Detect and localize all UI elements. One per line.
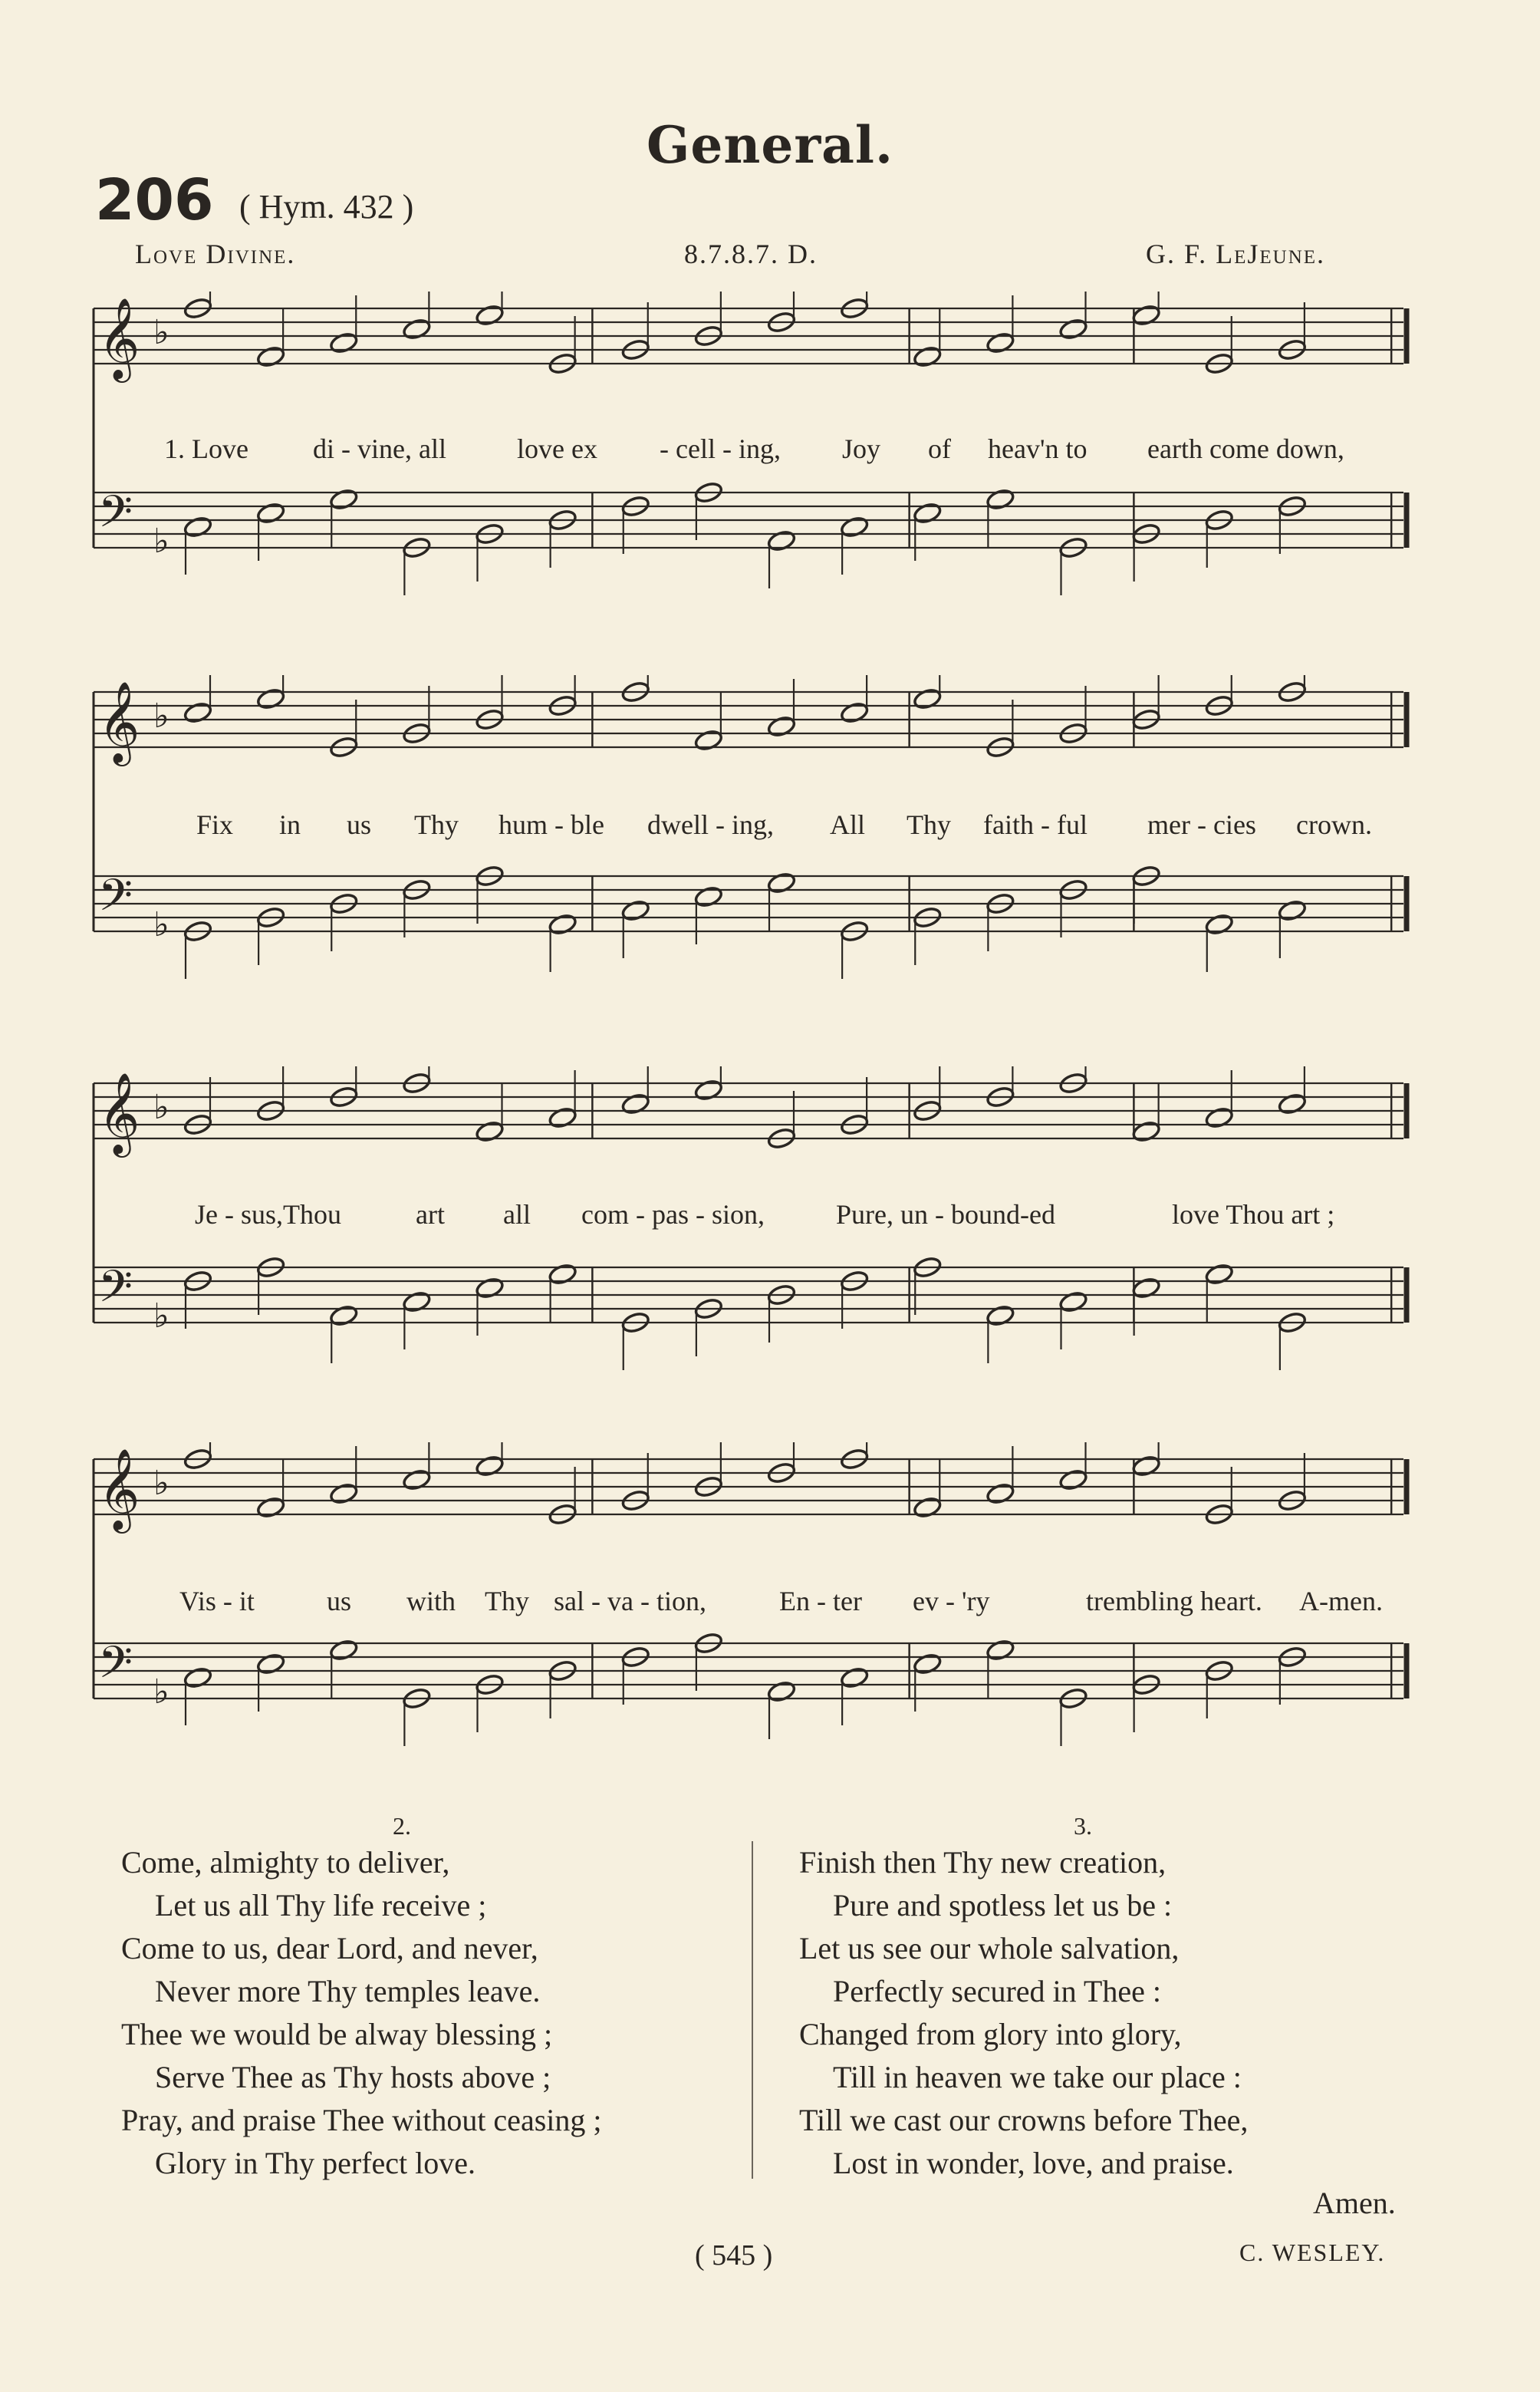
note-head	[840, 516, 870, 539]
lyric-word: mer - cies	[1147, 809, 1256, 840]
note-head	[548, 1106, 578, 1129]
lyric-word: Vis - it	[179, 1586, 255, 1616]
note-head	[329, 1482, 359, 1505]
note-head	[693, 885, 723, 908]
note-head	[1058, 318, 1088, 341]
note-head	[913, 1496, 943, 1519]
note-head	[256, 687, 286, 710]
tune-name: Love Divine.	[135, 239, 296, 269]
lyric-word: hum - ble	[499, 809, 604, 840]
note-head	[840, 701, 870, 724]
treble-clef-icon: 𝄞	[98, 680, 140, 763]
note-head	[1277, 899, 1307, 922]
note-head	[402, 1290, 432, 1313]
note-head	[256, 1652, 286, 1675]
note-head	[620, 1092, 650, 1115]
flat-key-signature-icon: ♭	[153, 313, 169, 352]
treble-clef-icon: 𝄞	[98, 1072, 140, 1154]
amen-text: Amen.	[1313, 2186, 1396, 2220]
lyric-word: 1. Love	[164, 433, 248, 464]
music-system-3	[90, 1066, 1411, 1389]
note-head	[475, 1120, 505, 1143]
verse-line: Serve Thee as Thy hosts above ;	[155, 2060, 551, 2094]
verse-line: Perfectly secured in Thee :	[833, 1974, 1161, 2008]
lyric-word: sal - va - tion,	[554, 1586, 706, 1616]
lyric-word: in	[279, 809, 301, 840]
lyric-word: di - vine, all	[313, 433, 446, 464]
lyric-word: all	[503, 1199, 531, 1230]
note-head	[402, 318, 432, 341]
lyric-word: with	[406, 1586, 456, 1616]
verse-line: Till we cast our crowns before Thee,	[799, 2103, 1249, 2137]
verse-line: Pure and spotless let us be :	[833, 1888, 1173, 1922]
lyric-word: Joy	[842, 433, 881, 464]
note-head	[1204, 1106, 1234, 1129]
lyric-word: us	[347, 809, 372, 840]
lyric-word: heav'n to	[988, 433, 1088, 464]
flat-key-signature-icon: ♭	[153, 1672, 169, 1712]
verse-line: Pray, and praise Thee without ceasing ;	[121, 2103, 602, 2137]
note-head	[548, 913, 578, 936]
note-head	[183, 1666, 213, 1689]
verse-number: 3.	[1074, 1812, 1092, 1840]
lyric-word: us	[327, 1586, 352, 1616]
flat-key-signature-icon: ♭	[153, 1088, 169, 1127]
music-system-2	[90, 675, 1411, 997]
hymn-reference: ( Hym. 432 )	[239, 188, 414, 226]
note-head	[329, 1639, 359, 1662]
note-head	[693, 729, 723, 752]
note-head	[986, 1639, 1015, 1662]
note-head	[1131, 1120, 1161, 1143]
note-head	[475, 1277, 505, 1300]
note-head	[1131, 1277, 1161, 1300]
verse-line: Let us see our whole salvation,	[799, 1931, 1180, 1965]
verse-number: 2.	[393, 1812, 411, 1840]
lyric-word: earth come down,	[1147, 433, 1344, 464]
verse-line: Till in heaven we take our place :	[833, 2060, 1242, 2094]
note-head	[256, 1496, 286, 1519]
verse-line: Lost in wonder, love, and praise.	[833, 2146, 1234, 2180]
lyric-word: - cell - ing,	[660, 433, 781, 464]
note-head	[1131, 1455, 1161, 1478]
bass-clef-icon: 𝄢	[98, 486, 133, 549]
note-head	[329, 1304, 359, 1327]
section-title: General.	[647, 115, 893, 175]
note-head	[1204, 1263, 1234, 1286]
lyric-word: faith - ful	[983, 809, 1088, 840]
lyric-word: ev - 'ry	[913, 1586, 990, 1616]
note-head	[1204, 913, 1234, 936]
verse-line: Thee we would be alway blessing ;	[121, 2017, 553, 2051]
lyric-word: Thy	[485, 1586, 529, 1616]
note-head	[840, 1666, 870, 1689]
lyric-word: Pure, un - bound-ed	[836, 1199, 1055, 1230]
lyric-word: Thy	[414, 809, 459, 840]
note-head	[767, 529, 797, 552]
verse-line: Let us all Thy life receive ;	[155, 1888, 487, 1922]
column-divider	[752, 1841, 753, 2179]
lyric-word: love ex	[517, 433, 597, 464]
note-head	[1131, 304, 1161, 327]
flat-key-signature-icon: ♭	[153, 522, 169, 561]
flat-key-signature-icon: ♭	[153, 905, 169, 944]
lyric-word: com - pas - sion,	[581, 1199, 765, 1230]
verse-line: Finish then Thy new creation,	[799, 1845, 1167, 1880]
lyric-word: Je - sus,Thou	[195, 1199, 341, 1230]
note-head	[913, 687, 943, 710]
note-head	[693, 1079, 723, 1102]
note-head	[256, 502, 286, 525]
note-head	[329, 331, 359, 354]
note-head	[548, 1263, 578, 1286]
verse-line: Glory in Thy perfect love.	[155, 2146, 476, 2180]
note-head	[183, 701, 213, 724]
note-head	[1058, 1468, 1088, 1491]
author: C. WESLEY.	[1239, 2239, 1386, 2266]
note-head	[986, 1304, 1015, 1327]
composer: G. F. LeJeune.	[1146, 239, 1326, 269]
verse-3	[799, 1841, 1248, 2185]
note-head	[1058, 1290, 1088, 1313]
lyric-word: love Thou art ;	[1172, 1199, 1335, 1230]
music-system-1	[90, 292, 1411, 614]
lyric-word: of	[928, 433, 951, 464]
hymn-number: 206	[95, 167, 214, 233]
note-head	[475, 1455, 505, 1478]
verse-line: Come, almighty to deliver,	[121, 1845, 450, 1880]
music-system-4	[90, 1442, 1411, 1764]
bass-clef-icon: 𝄢	[98, 1260, 133, 1323]
note-head	[986, 331, 1015, 354]
lyric-word: art	[416, 1199, 445, 1230]
note-head	[402, 1468, 432, 1491]
note-head	[183, 516, 213, 539]
meter: 8.7.8.7. D.	[684, 239, 818, 269]
note-head	[986, 488, 1015, 511]
lyric-word: En - ter	[779, 1586, 862, 1616]
lyric-word: Thy	[907, 809, 951, 840]
lyric-word: A-men.	[1299, 1586, 1383, 1616]
note-head	[767, 1680, 797, 1703]
lyric-word: All	[830, 809, 866, 840]
lyric-word: Fix	[196, 809, 234, 840]
note-head	[767, 715, 797, 738]
note-head	[986, 1482, 1015, 1505]
note-head	[475, 304, 505, 327]
page-number: ( 545 )	[695, 2239, 773, 2272]
treble-clef-icon: 𝄞	[98, 1448, 140, 1530]
lyric-word: crown.	[1296, 809, 1372, 840]
note-head	[913, 502, 943, 525]
verse-line: Changed from glory into glory,	[799, 2017, 1182, 2051]
lyric-word: trembling heart.	[1086, 1586, 1262, 1616]
note-head	[329, 488, 359, 511]
treble-clef-icon: 𝄞	[98, 297, 140, 379]
note-head	[620, 899, 650, 922]
bass-clef-icon: 𝄢	[98, 1636, 133, 1699]
verse-2	[121, 1841, 601, 2185]
note-head	[256, 345, 286, 368]
lyric-word: dwell - ing,	[647, 809, 774, 840]
verse-line: Come to us, dear Lord, and never,	[121, 1931, 538, 1965]
note-head	[913, 345, 943, 368]
note-head	[1277, 1092, 1307, 1115]
bass-clef-icon: 𝄢	[98, 869, 133, 932]
note-head	[767, 871, 797, 895]
flat-key-signature-icon: ♭	[153, 1296, 169, 1336]
flat-key-signature-icon: ♭	[153, 697, 169, 736]
verse-line: Never more Thy temples leave.	[155, 1974, 541, 2008]
note-head	[913, 1652, 943, 1675]
flat-key-signature-icon: ♭	[153, 1464, 169, 1503]
